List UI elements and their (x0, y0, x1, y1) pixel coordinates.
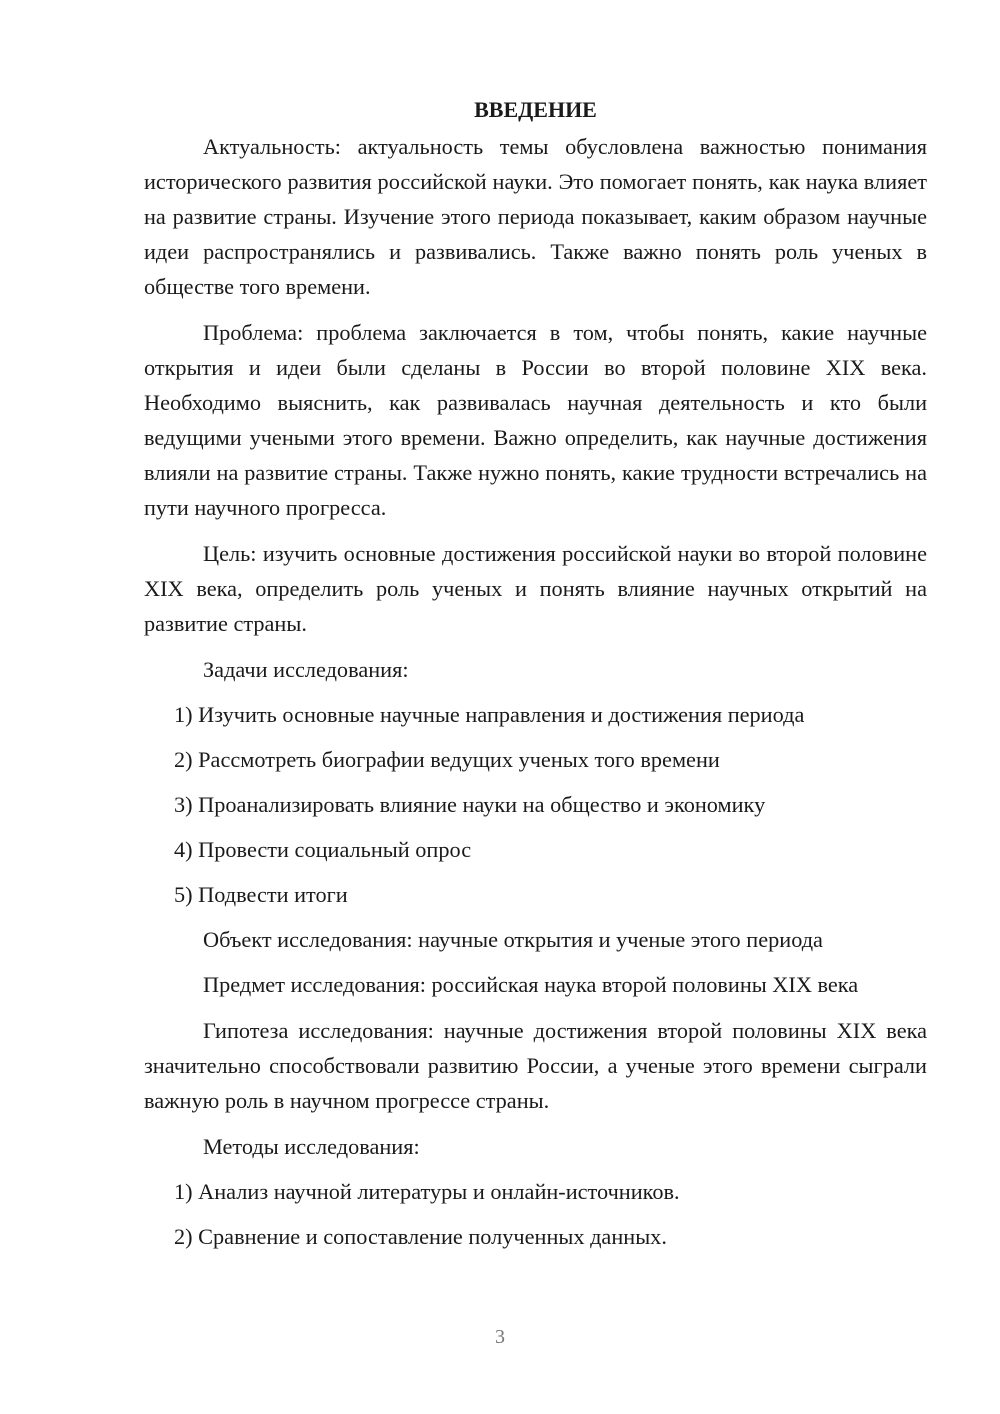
task-item: 3) Проанализировать влияние науки на общество и экономику (174, 792, 766, 817)
task-item: 1) Изучить основные научные направления и достижения периода (174, 702, 805, 727)
task-item: 2) Рассмотреть биографии ведущих ученых того времени (174, 747, 720, 772)
method-item: 1) Анализ научной литературы и онлайн-источников. (174, 1179, 680, 1204)
task-item: 4) Провести социальный опрос (174, 837, 472, 862)
methods-heading: Методы исследования: (203, 1134, 420, 1159)
page-number: 3 (495, 1326, 505, 1348)
relevance-paragraph: Актуальность: актуальность темы обусловлена важностью понимания исторического развития российской науки. Это помогает понять, как наука влияет на развитие страны. Изучение этого периода показывает, каким образом научные идеи распространялись и развивались. Также важно понять роль ученых в обществе того времени. (144, 134, 927, 299)
hypothesis-paragraph: Гипотеза исследования: научные достижения второй половины XIX века значительно способствовали развитию России, а ученые этого времени сыграли важную роль в научном прогрессе страны. (144, 1018, 927, 1113)
task-item: 5) Подвести итоги (174, 882, 348, 907)
method-item: 2) Сравнение и сопоставление полученных данных. (174, 1224, 667, 1249)
object-line: Объект исследования: научные открытия и ученые этого периода (203, 927, 823, 952)
tasks-heading: Задачи исследования: (203, 657, 409, 682)
goal-paragraph: Цель: изучить основные достижения российской науки во второй половине XIX века, определить роль ученых и понять влияние научных открытий на развитие страны. (144, 541, 927, 636)
subject-paragraph: Предмет исследования: российская наука второй половины XIX века (203, 972, 859, 997)
problem-paragraph: Проблема: проблема заключается в том, чтобы понять, какие научные открытия и идеи были сделаны в России во второй половине XIX века. Необходимо выяснить, как развивалась научная деятельность и кто были ведущими учеными этого времени. Важно определить, как научные достижения влияли на развитие страны. Также нужно понять, какие трудности встречались на пути научного прогресса. (144, 320, 927, 520)
page-title: ВВЕДЕНИЕ (474, 97, 597, 122)
document-page (144, 92, 927, 1264)
